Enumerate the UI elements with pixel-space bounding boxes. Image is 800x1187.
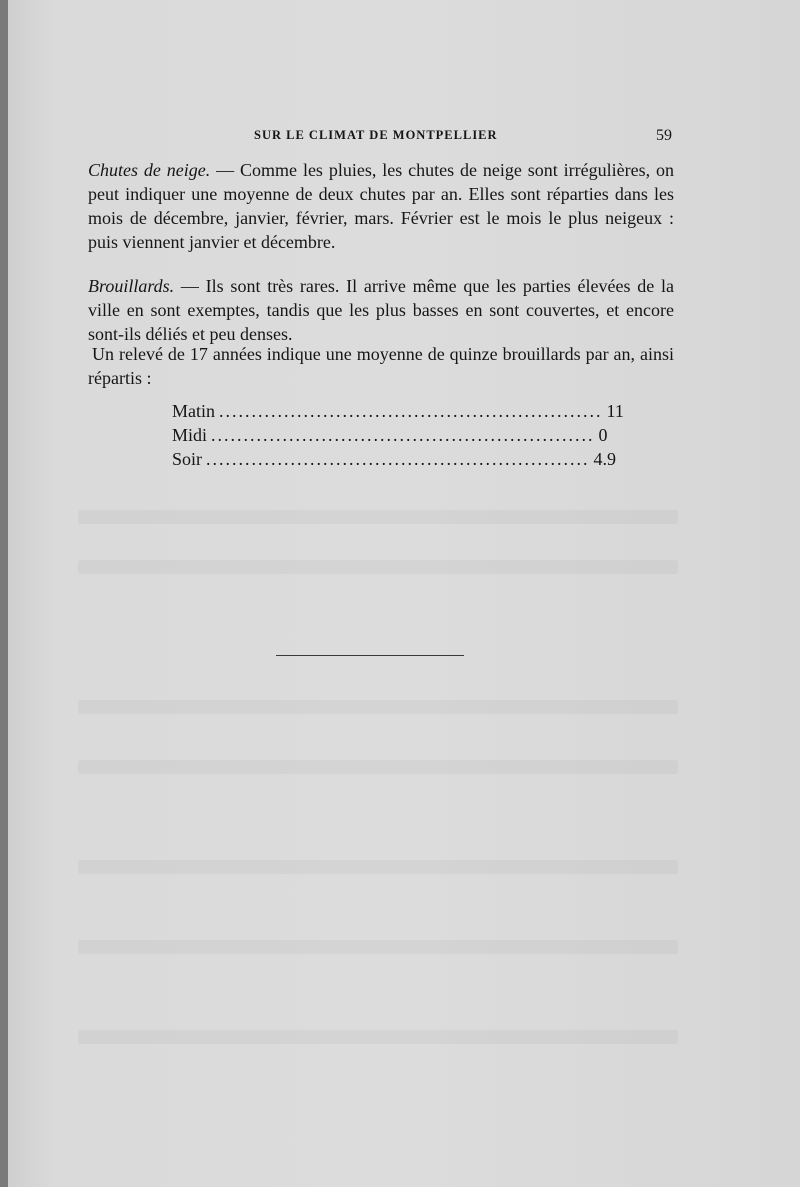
snow-heading: Chutes de neige. — [88, 160, 211, 180]
book-page — [8, 0, 800, 1187]
leader-dots: ........................................................... — [206, 449, 590, 469]
show-through-band — [78, 700, 678, 714]
show-through-band — [78, 1030, 678, 1044]
snow-text: — Comme les pluies, les chutes de neige sont irrégulières, on peut indiquer une moyenne de deux chutes par an. Elles sont réparties dans les mois de décembre, janvier, février, mars. Février est le mois le plus neigeux : puis viennent janvier et décembre. — [88, 160, 674, 252]
fog-text: — Ils sont très rares. Il arrive même que les parties élevées de la ville en sont exemptes, tandis que les plus basses en sont couvertes, et encore sont-ils déliés et peu denses. — [88, 276, 674, 344]
fog-distribution-table — [172, 399, 624, 471]
fog-paragraph — [88, 274, 674, 346]
page-number: 59 — [656, 127, 672, 144]
fog-heading: Brouillards. — [88, 276, 175, 296]
show-through-band — [78, 860, 678, 874]
show-through-band — [78, 510, 678, 524]
show-through-band — [78, 560, 678, 574]
row-value: 4.9 — [593, 449, 617, 469]
row-label: Matin — [172, 401, 215, 421]
snow-paragraph — [88, 158, 674, 254]
show-through-band — [78, 940, 678, 954]
row-value: 11 — [606, 401, 624, 421]
row-label: Soir — [172, 449, 203, 469]
section-end-rule — [276, 655, 464, 656]
show-through-band — [78, 760, 678, 774]
table-row — [172, 423, 608, 447]
table-row — [172, 447, 617, 471]
running-title: SUR LE CLIMAT DE MONTPELLIER — [254, 128, 498, 142]
table-row — [172, 399, 624, 423]
leader-dots: ........................................................... — [211, 425, 595, 445]
row-label: Midi — [172, 425, 208, 445]
leader-dots: ........................................................... — [219, 401, 603, 421]
row-value: 0 — [598, 425, 608, 445]
fog-survey-paragraph: Un relevé de 17 années indique une moyenne de quinze brouillards par an, ainsi répartis : — [88, 344, 674, 388]
